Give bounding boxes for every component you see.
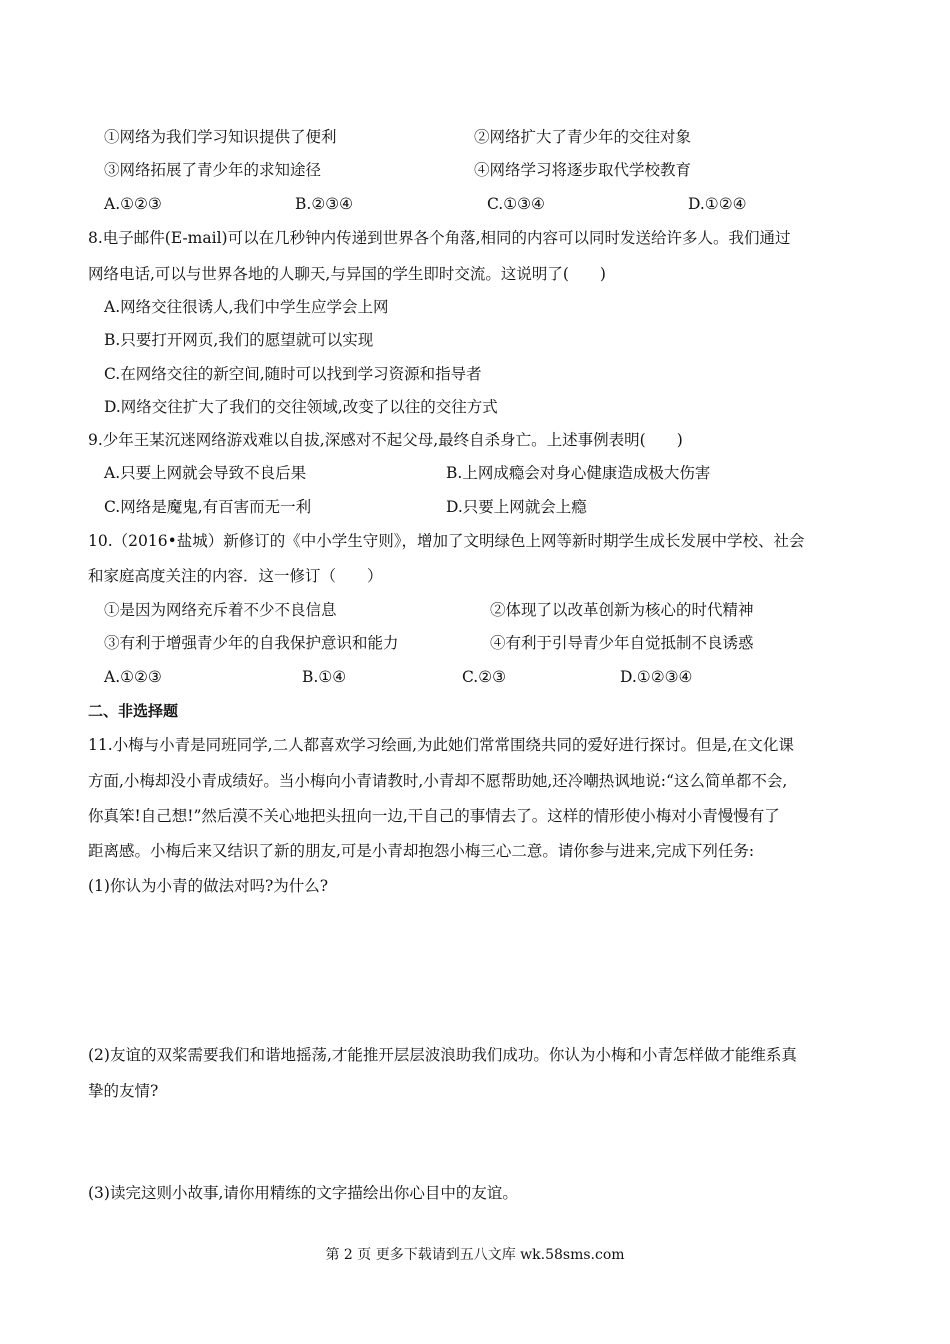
q8-choice-d: D.网络交往扩大了我们的交往领域,改变了以往的交往方式 (104, 398, 498, 416)
q8-stem-line-2: 网络电话,可以与世界各地的人聊天,与异国的学生即时交流。这说明了( ) (88, 265, 606, 283)
q8-choice-b: B.只要打开网页,我们的愿望就可以实现 (104, 331, 374, 349)
q11-line-1: 11.小梅与小青是同班同学,二人都喜欢学习绘画,为此她们常常围绕共同的爱好进行探讨。但是,在文化课 (88, 736, 794, 754)
q11-line-4: 距离感。小梅后来又结识了新的朋友,可是小青却抱怨小梅三心二意。请你参与进来,完成下列任务: (88, 842, 755, 860)
q9-choice-d: D.只要上网就会上瘾 (446, 498, 587, 516)
q7-choice-d: D.①②④ (688, 195, 747, 213)
q8-choice-a: A.网络交往很诱人,我们中学生应学会上网 (104, 298, 389, 316)
page-footer: 第 2 页 更多下载请到五八文库 wk.58sms.com (325, 1247, 625, 1263)
q9-stem: 9.少年王某沉迷网络游戏难以自拔,深感对不起父母,最终自杀身亡。上述事例表明( ) (88, 431, 683, 449)
q10-choice-c: C.②③ (462, 668, 507, 686)
q10-option-4: ④有利于引导青少年自觉抵制不良诱惑 (490, 634, 754, 652)
q10-stem-line-1: 10.（2016•盐城）新修订的《中小学生守则》，增加了文明绿色上网等新时期学生成长发展中学校、社会 (88, 532, 805, 550)
q7-option-4: ④网络学习将逐步取代学校教育 (474, 161, 692, 179)
q7-option-3: ③网络拓展了青少年的求知途径 (104, 161, 322, 179)
q7-choice-c: C.①③④ (487, 195, 545, 213)
q11-subquestion-3: (3)读完这则小故事,请你用精练的文字描绘出你心目中的友谊。 (88, 1184, 518, 1202)
q10-stem-line-2: 和家庭高度关注的内容．这一修订（ ） (88, 567, 383, 585)
q10-option-1: ①是因为网络充斥着不少不良信息 (104, 601, 337, 619)
q11-subquestion-1: (1)你认为小青的做法对吗?为什么? (88, 877, 329, 895)
q7-option-1: ①网络为我们学习知识提供了便利 (104, 128, 337, 146)
q11-subquestion-2-line-1: (2)友谊的双桨需要我们和谐地摇荡,才能推开层层波浪助我们成功。你认为小梅和小青怎样做才能维系真 (88, 1046, 797, 1064)
q10-choice-b: B.①④ (302, 668, 347, 686)
q9-choice-b: B.上网成瘾会对身心健康造成极大伤害 (446, 464, 711, 482)
section-heading: 二、非选择题 (88, 702, 179, 720)
q7-choice-b: B.②③④ (295, 195, 354, 213)
q7-option-2: ②网络扩大了青少年的交往对象 (474, 128, 692, 146)
q11-subquestion-2-line-2: 挚的友情? (88, 1082, 159, 1100)
q8-stem-line-1: 8.电子邮件(E-mail)可以在几秒钟内传递到世界各个角落,相同的内容可以同时发送给许多人。我们通过 (88, 229, 791, 247)
q11-line-3: 你真笨!自己想!”然后漠不关心地把头扭向一边,干自己的事情去了。这样的情形使小梅对小青慢慢有了 (88, 807, 780, 825)
q10-choice-a: A.①②③ (104, 668, 162, 686)
q7-choice-a: A.①②③ (104, 195, 162, 213)
q9-choice-c: C.网络是魔鬼,有百害而无一利 (104, 498, 312, 516)
q10-option-2: ②体现了以改革创新为核心的时代精神 (490, 601, 754, 619)
q11-line-2: 方面,小梅却没小青成绩好。当小梅向小青请教时,小青却不愿帮助她,还冷嘲热讽地说:“这么简单都不会, (88, 772, 788, 790)
q10-option-3: ③有利于增强青少年的自我保护意识和能力 (104, 634, 399, 652)
q10-choice-d: D.①②③④ (620, 668, 693, 686)
q9-choice-a: A.只要上网就会导致不良后果 (104, 464, 307, 482)
q8-choice-c: C.在网络交往的新空间,随时可以找到学习资源和指导者 (104, 365, 482, 383)
